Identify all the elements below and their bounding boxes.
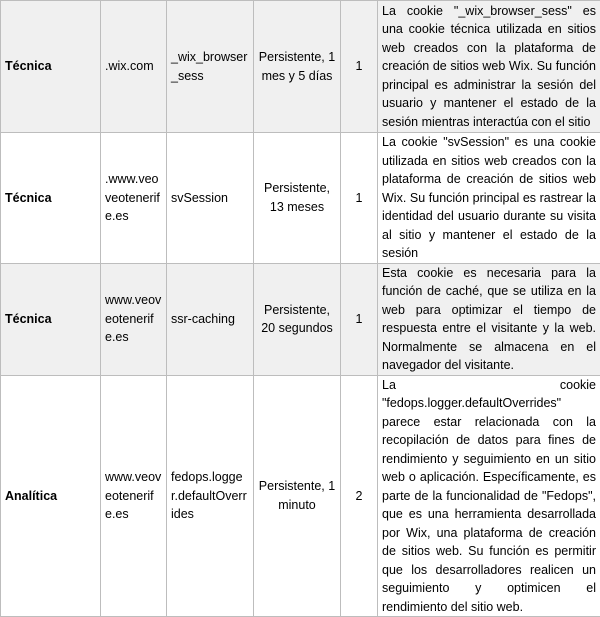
cookie-duration: Persistente, 1 mes y 5 días — [254, 1, 341, 133]
cookie-count: 1 — [341, 1, 378, 133]
cookie-duration: Persistente, 1 minuto — [254, 375, 341, 617]
cookie-name: svSession — [167, 133, 254, 264]
cookie-domain: .wix.com — [101, 1, 167, 133]
table-row — [1, 375, 600, 617]
table-row — [1, 133, 600, 264]
cookie-type: Técnica — [1, 1, 101, 133]
cookie-name: fedops.logger.defaultOverrides — [167, 375, 254, 617]
cookie-duration: Persistente, 13 meses — [254, 133, 341, 264]
cookie-count: 2 — [341, 375, 378, 617]
cookie-domain: www.veoveotenerife.es — [101, 263, 167, 375]
table-row — [1, 1, 600, 133]
cookie-description: La cookie "fedops.logger.defaultOverrides" parece estar relacionada con la recopilación de datos para fines de rendimiento y seguimiento en un sitio web o aplicación. Específicamente, es parte de la funcionalidad de "Fedops", que es una herramienta desarrollada por Wix, una plataforma de creación de sitios web. Su función es permitir que los desarrolladores realicen un seguimiento y optimicen el rendimiento del sitio web. — [378, 375, 600, 617]
cookie-name: ssr-caching — [167, 263, 254, 375]
table-row — [1, 263, 600, 375]
cookie-count: 1 — [341, 263, 378, 375]
cookie-count: 1 — [341, 133, 378, 264]
cookie-name: _wix_browser_sess — [167, 1, 254, 133]
cookie-description: La cookie "_wix_browser_sess" es una cookie técnica utilizada en sitios web creados con la plataforma de creación de sitios web Wix. Su función principal es administrar la sesión del usuario y mantener el estado de la sesión mientras interactúa con el sitio — [378, 1, 600, 133]
cookie-type: Técnica — [1, 263, 101, 375]
cookie-description: Esta cookie es necesaria para la función de caché, que se utiliza en la web para optimizar el tiempo de respuesta entre el visitante y la web. Normalmente se almacena en el navegador del visitante. — [378, 263, 600, 375]
cookie-type: Analítica — [1, 375, 101, 617]
cookie-domain: .www.veoveotenerife.es — [101, 133, 167, 264]
cookie-duration: Persistente, 20 segundos — [254, 263, 341, 375]
cookie-type: Técnica — [1, 133, 101, 264]
cookie-description: La cookie "svSession" es una cookie utilizada en sitios web creados con la plataforma de creación de sitios web Wix. Su función principal es rastrear la identidad del usuario durante su visita al sitio y mantener el estado de la sesión — [378, 133, 600, 264]
cookie-domain: www.veoveotenerife.es — [101, 375, 167, 617]
